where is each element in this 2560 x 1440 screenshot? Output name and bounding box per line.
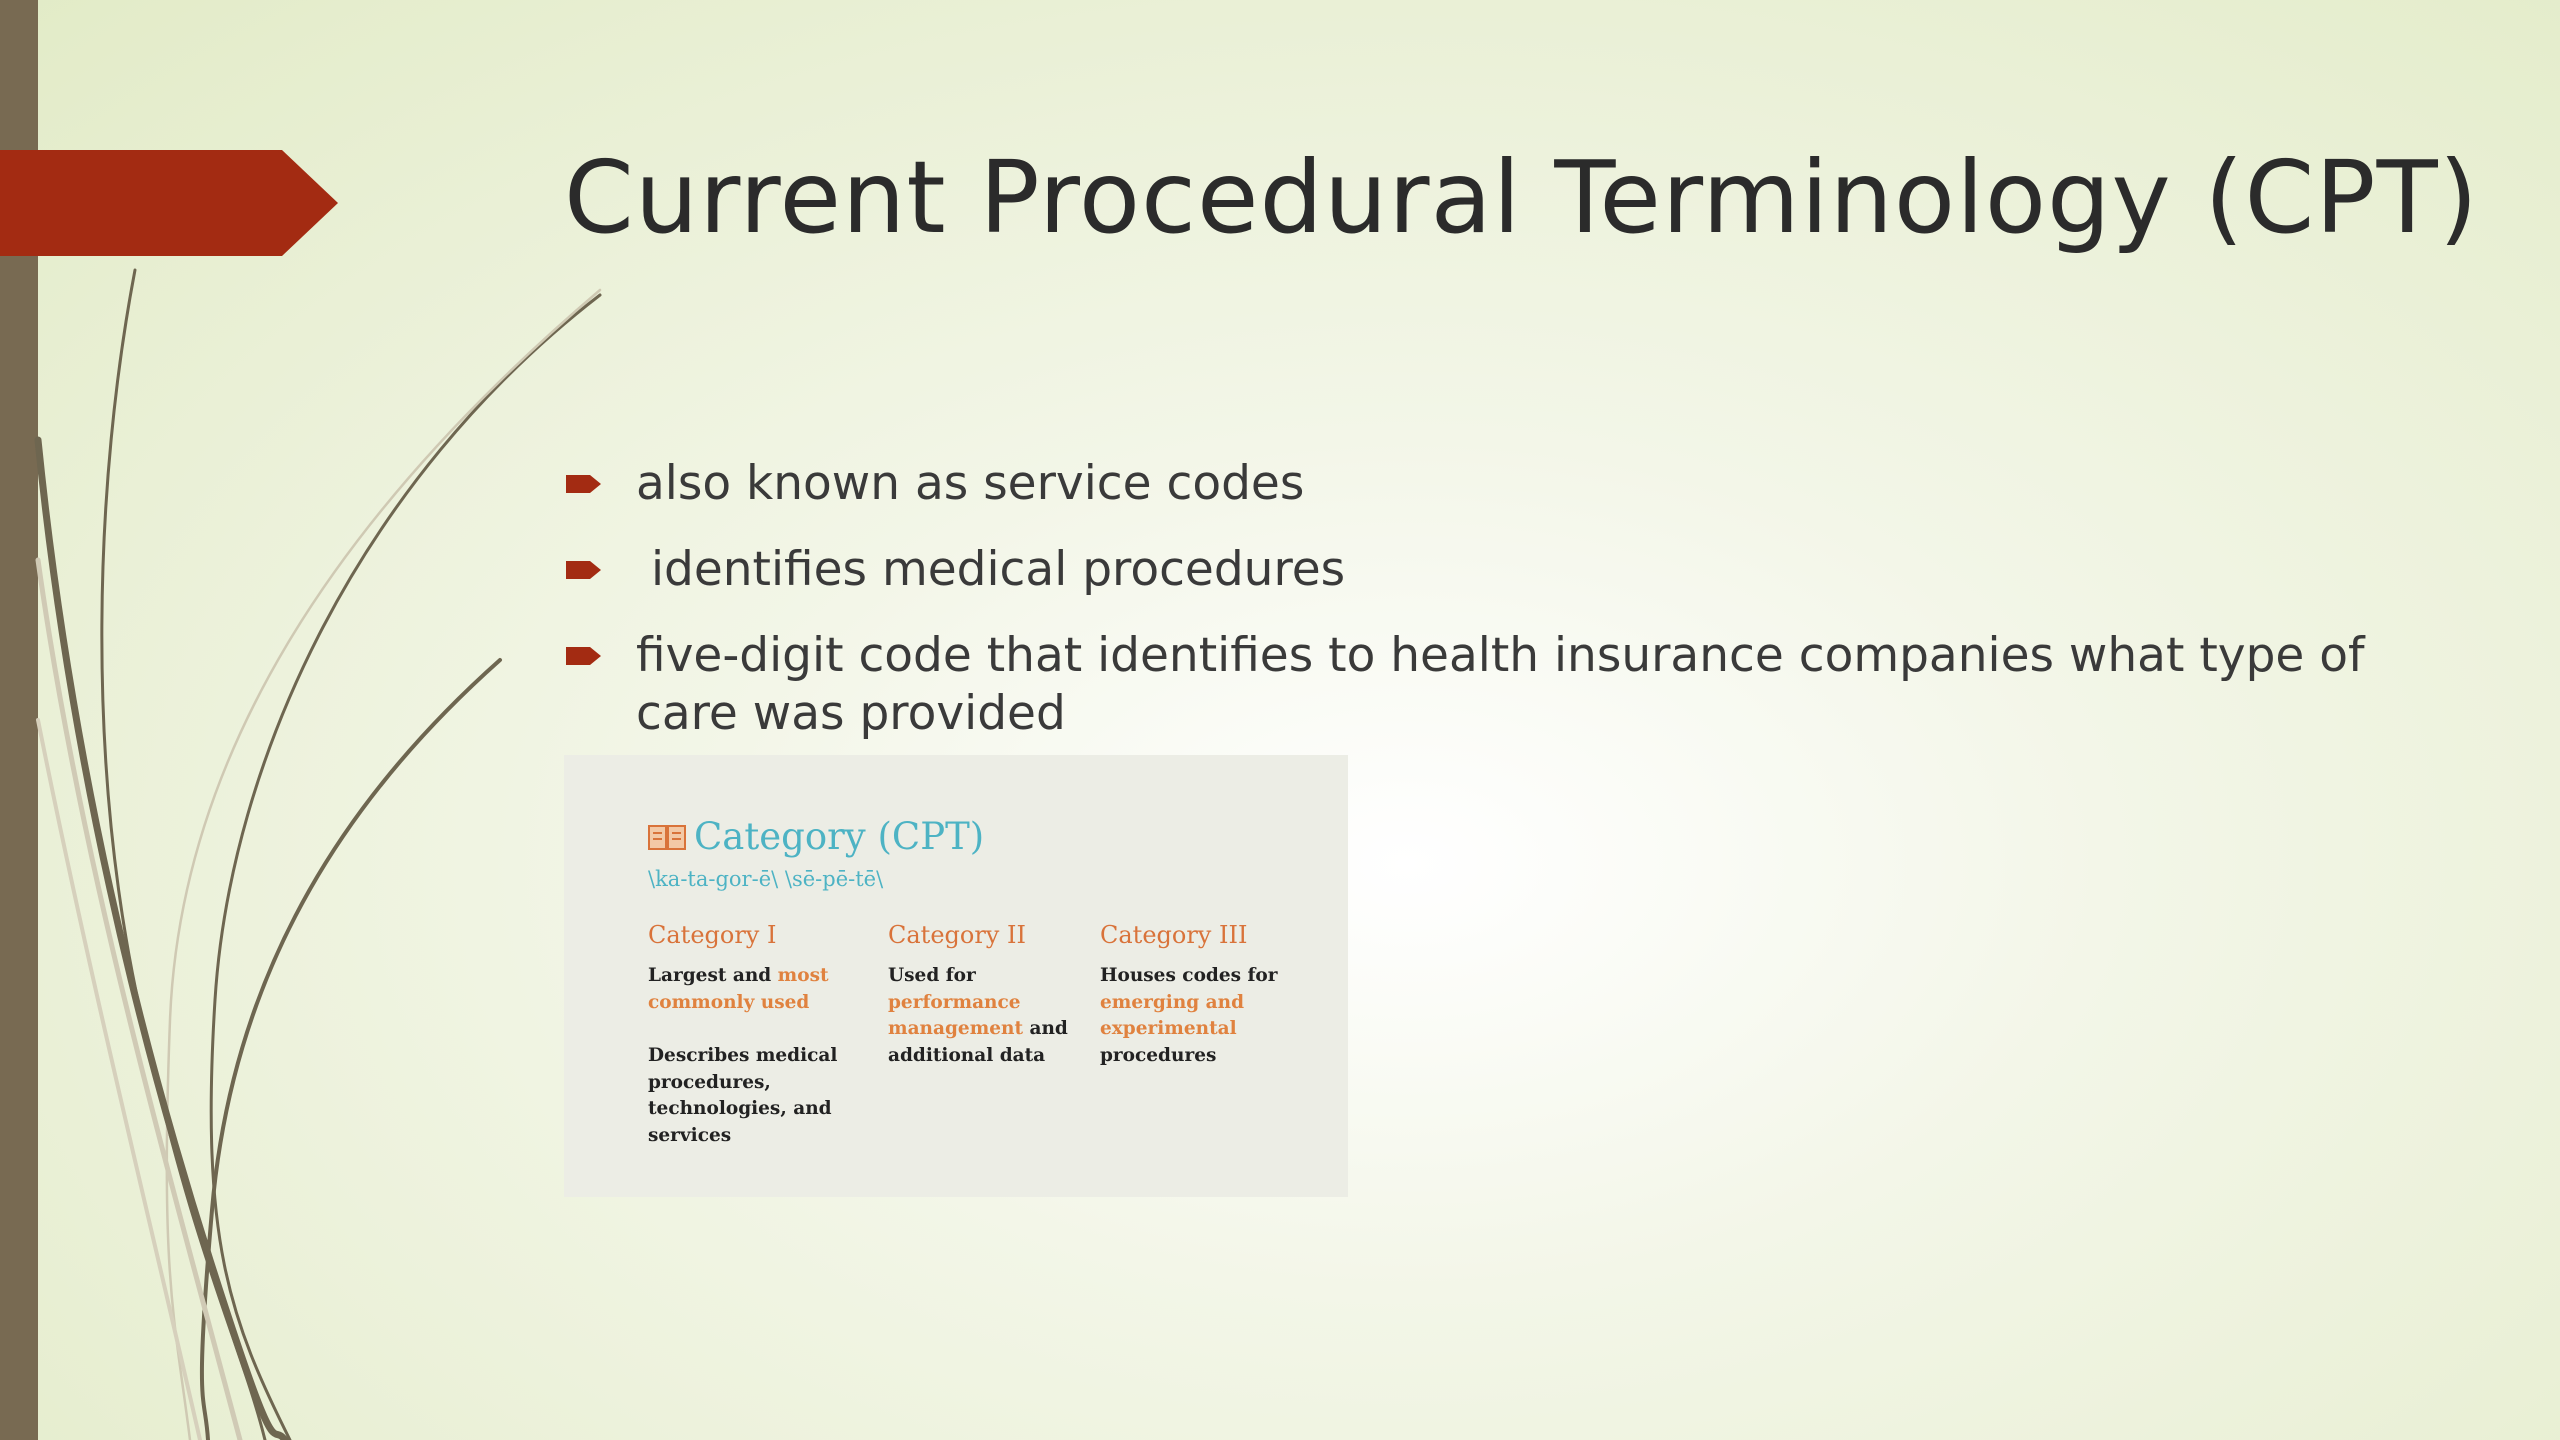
figure-pronunciation: \ka-ta-gor-ē\ \sē-pē-tē\ [648, 867, 884, 891]
category-description [648, 963, 848, 1016]
description-text: Houses codes for [1100, 965, 1278, 986]
arrow-bullet-icon [566, 473, 602, 495]
arrow-bullet-icon [566, 645, 602, 667]
bullet-text: five-digit code that identifies to health insurance companies what type of care was provided [636, 628, 2365, 741]
bullet-text: identifies medical procedures [636, 542, 1346, 597]
bullet-item [564, 455, 2444, 513]
description-text: and additional data [888, 1018, 1068, 1066]
category-column [1100, 921, 1290, 1096]
arrow-bullet-icon [566, 559, 602, 581]
description-text: procedures [1100, 1044, 1217, 1066]
category-heading: Category II [888, 921, 1026, 949]
title-arrow-tag [0, 150, 340, 256]
category-description: Describes medical procedures, technologies, and services [648, 1045, 838, 1146]
category-heading: Category I [648, 921, 777, 949]
category-column [648, 921, 848, 1176]
figure-title: Category (CPT) [694, 815, 985, 858]
category-heading: Category III [1100, 921, 1248, 949]
category-description [888, 963, 1078, 1069]
description-highlight: emerging and experimental [1100, 991, 1245, 1039]
book-icon [648, 823, 686, 851]
description-text: Largest and [648, 965, 778, 986]
description-highlight: performance management [888, 991, 1024, 1039]
description-highlight: most commonly used [648, 965, 829, 1013]
category-column [888, 921, 1078, 1096]
description-text: Used for [888, 965, 976, 986]
figure-title-row [648, 815, 984, 858]
cpt-category-figure [564, 755, 1348, 1197]
slide-title: Current Procedural Terminology (CPT) [564, 139, 2479, 256]
category-description [1100, 963, 1290, 1069]
bullet-item [564, 541, 2444, 599]
bullet-text: also known as service codes [636, 456, 1305, 511]
bullet-item [564, 627, 2444, 743]
bullet-list [564, 455, 2444, 771]
